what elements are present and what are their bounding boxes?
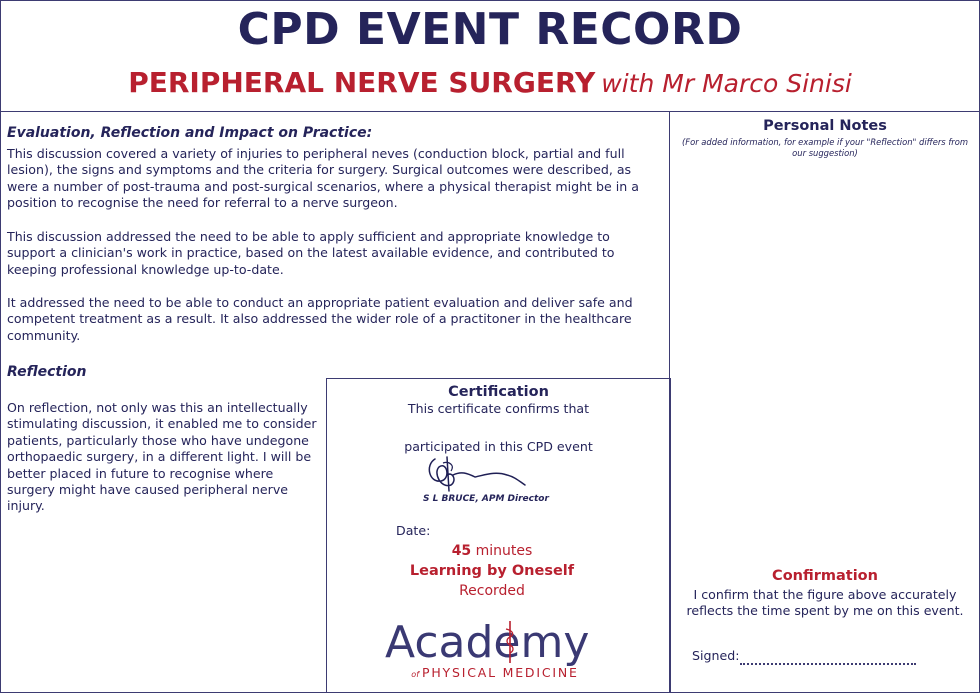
logo-wordmark: Academy bbox=[385, 617, 590, 668]
minutes-label: minutes bbox=[475, 543, 533, 559]
personal-notes-panel bbox=[670, 112, 980, 692]
signed-label: Signed: bbox=[692, 648, 740, 663]
status-text: Recorded bbox=[459, 583, 525, 599]
director-name: S L BRUCE, APM Director bbox=[423, 494, 549, 504]
evaluation-paragraph-3: It addressed the need to be able to conduct an appropriate patient evaluation and deliver safe and competent treatment as a result. It also addressed the wider role of a practitoner in the healthcare community. bbox=[7, 295, 633, 343]
minutes-line bbox=[327, 543, 657, 559]
confirmation-heading: Confirmation bbox=[772, 568, 878, 584]
evaluation-paragraph-1: This discussion covered a variety of injuries to peripheral neves (conduction block, partial and full lesion), the signs and symptoms and the criteria for surgery. Surgical outcomes were described, as were a number of post-trauma and post-surgical scenarios, where a physical therapist might be in a position to recognise the need for referral to a nerve surgeon. bbox=[7, 146, 639, 211]
certification-participated-text: participated in this CPD event bbox=[404, 439, 593, 454]
certification-heading: Certification bbox=[448, 384, 549, 400]
confirmation-text: I confirm that the figure above accurately reflects the time spent by me on this event. bbox=[686, 587, 964, 619]
learning-type: Learning by Oneself bbox=[409, 563, 575, 579]
reflection-text: On reflection, not only was this an intellectually stimulating discussion, it enabled me to consider patients, particularly those who have undegone orthopaedic surgery, in a different light. I will be better placed in future to recognise where surgery might have caused peripheral nerve injury. bbox=[7, 400, 317, 514]
caduceus-icon bbox=[504, 619, 516, 665]
minutes-value: 45 bbox=[451, 543, 472, 559]
header bbox=[0, 0, 980, 112]
page-subtitle bbox=[0, 66, 980, 99]
reflection-heading: Reflection bbox=[7, 364, 87, 380]
evaluation-paragraph-2: This discussion addressed the need to be able to apply sufficient and appropriate knowledge to support a clinician's work in practice, based on the latest available evidence, and contributed to keeping professional knowledge up-to-date. bbox=[7, 229, 615, 277]
certification-confirms-text: This certificate confirms that bbox=[407, 401, 590, 416]
subtitle-presenter: with Mr Marco Sinisi bbox=[601, 69, 852, 98]
subtitle-topic: PERIPHERAL NERVE SURGERY bbox=[128, 66, 596, 99]
page-title: CPD EVENT RECORD bbox=[237, 4, 743, 55]
director-signature bbox=[423, 451, 533, 495]
certification-box bbox=[326, 378, 671, 693]
notes-heading: Personal Notes bbox=[763, 118, 887, 134]
date-label: Date: bbox=[396, 523, 431, 538]
notes-subtext: (For added information, for example if your "Reflection" differs from our suggestion) bbox=[681, 137, 968, 158]
evaluation-heading: Evaluation, Reflection and Impact on Practice: bbox=[7, 125, 373, 141]
signature-field[interactable] bbox=[740, 663, 916, 665]
academy-logo bbox=[385, 617, 605, 679]
logo-subtitle: of PHYSICAL MEDICINE bbox=[411, 665, 579, 680]
